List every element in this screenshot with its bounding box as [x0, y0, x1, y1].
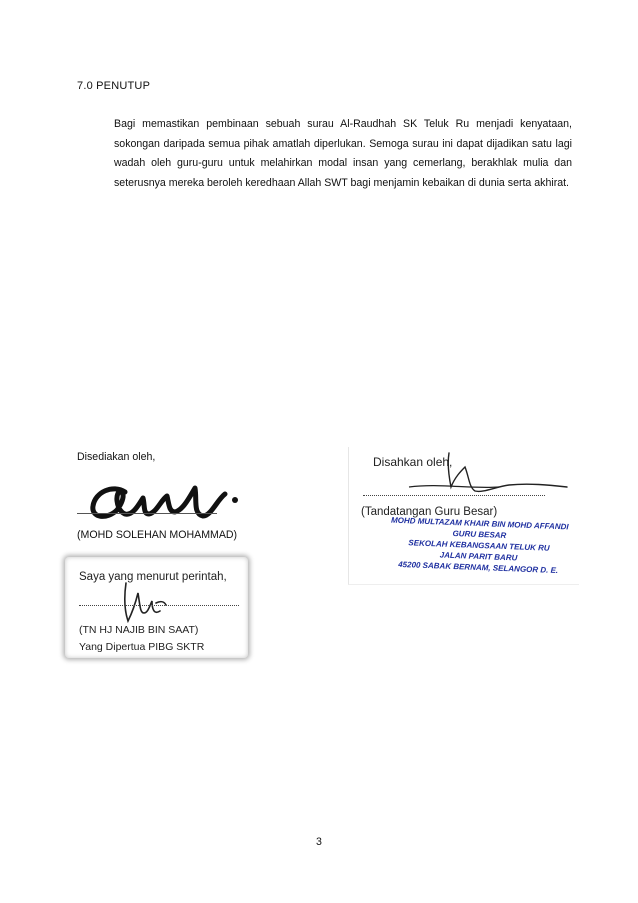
- prepared-by-label: Disediakan oleh,: [77, 451, 156, 463]
- pibg-endorsement-block: [65, 557, 248, 658]
- section-heading: 7.0 PENUTUP: [77, 80, 151, 92]
- signature-dotted-line: [79, 605, 239, 606]
- pibg-title: Yang Dipertua PIBG SKTR: [79, 641, 205, 653]
- pibg-name: (TN HJ NAJIB BIN SAAT): [79, 624, 199, 636]
- preparer-name: (MOHD SOLEHAN MOHAMMAD): [77, 529, 238, 541]
- headmaster-caption: (Tandatangan Guru Besar): [361, 506, 498, 518]
- preparer-signature: [85, 470, 245, 530]
- page-number: 3: [316, 836, 322, 848]
- signature-dotted-line: [363, 495, 545, 496]
- pibg-signature: [120, 579, 170, 629]
- stamp-line: SEKOLAH KEBANGSAAN TELUK RU: [408, 538, 550, 553]
- stamp-line: GURU BESAR: [452, 528, 507, 541]
- headmaster-signature: [399, 447, 569, 507]
- official-stamp: [378, 514, 580, 577]
- stamp-line: JALAN PARIT BARU: [439, 550, 518, 563]
- stamp-line: 45200 SABAK BERNAM, SELANGOR D. E.: [398, 559, 559, 576]
- stamp-line: MOHD MULTAZAM KHAIR BIN MOHD AFFANDI: [390, 515, 569, 532]
- closing-paragraph: Bagi memastikan pembinaan sebuah surau Al-Raudhah SK Teluk Ru menjadi kenyataan, sokongan daripada semua pihak amatlah diperlukan. Semoga surau ini dapat dijadikan satu lagi wadah oleh guru-guru untuk melahirkan modal insan yang cemerlang, berakhlak mulia dan seterusnya mereka beroleh keredhaan Allah SWT bagi menjamin kebaikan di dunia serta akhirat.: [114, 118, 572, 189]
- endorsement-line: Saya yang menurut perintah,: [79, 571, 227, 583]
- signature-line: [77, 513, 217, 514]
- approved-by-label: Disahkan oleh,: [373, 455, 453, 469]
- headmaster-approval-block: [348, 447, 579, 585]
